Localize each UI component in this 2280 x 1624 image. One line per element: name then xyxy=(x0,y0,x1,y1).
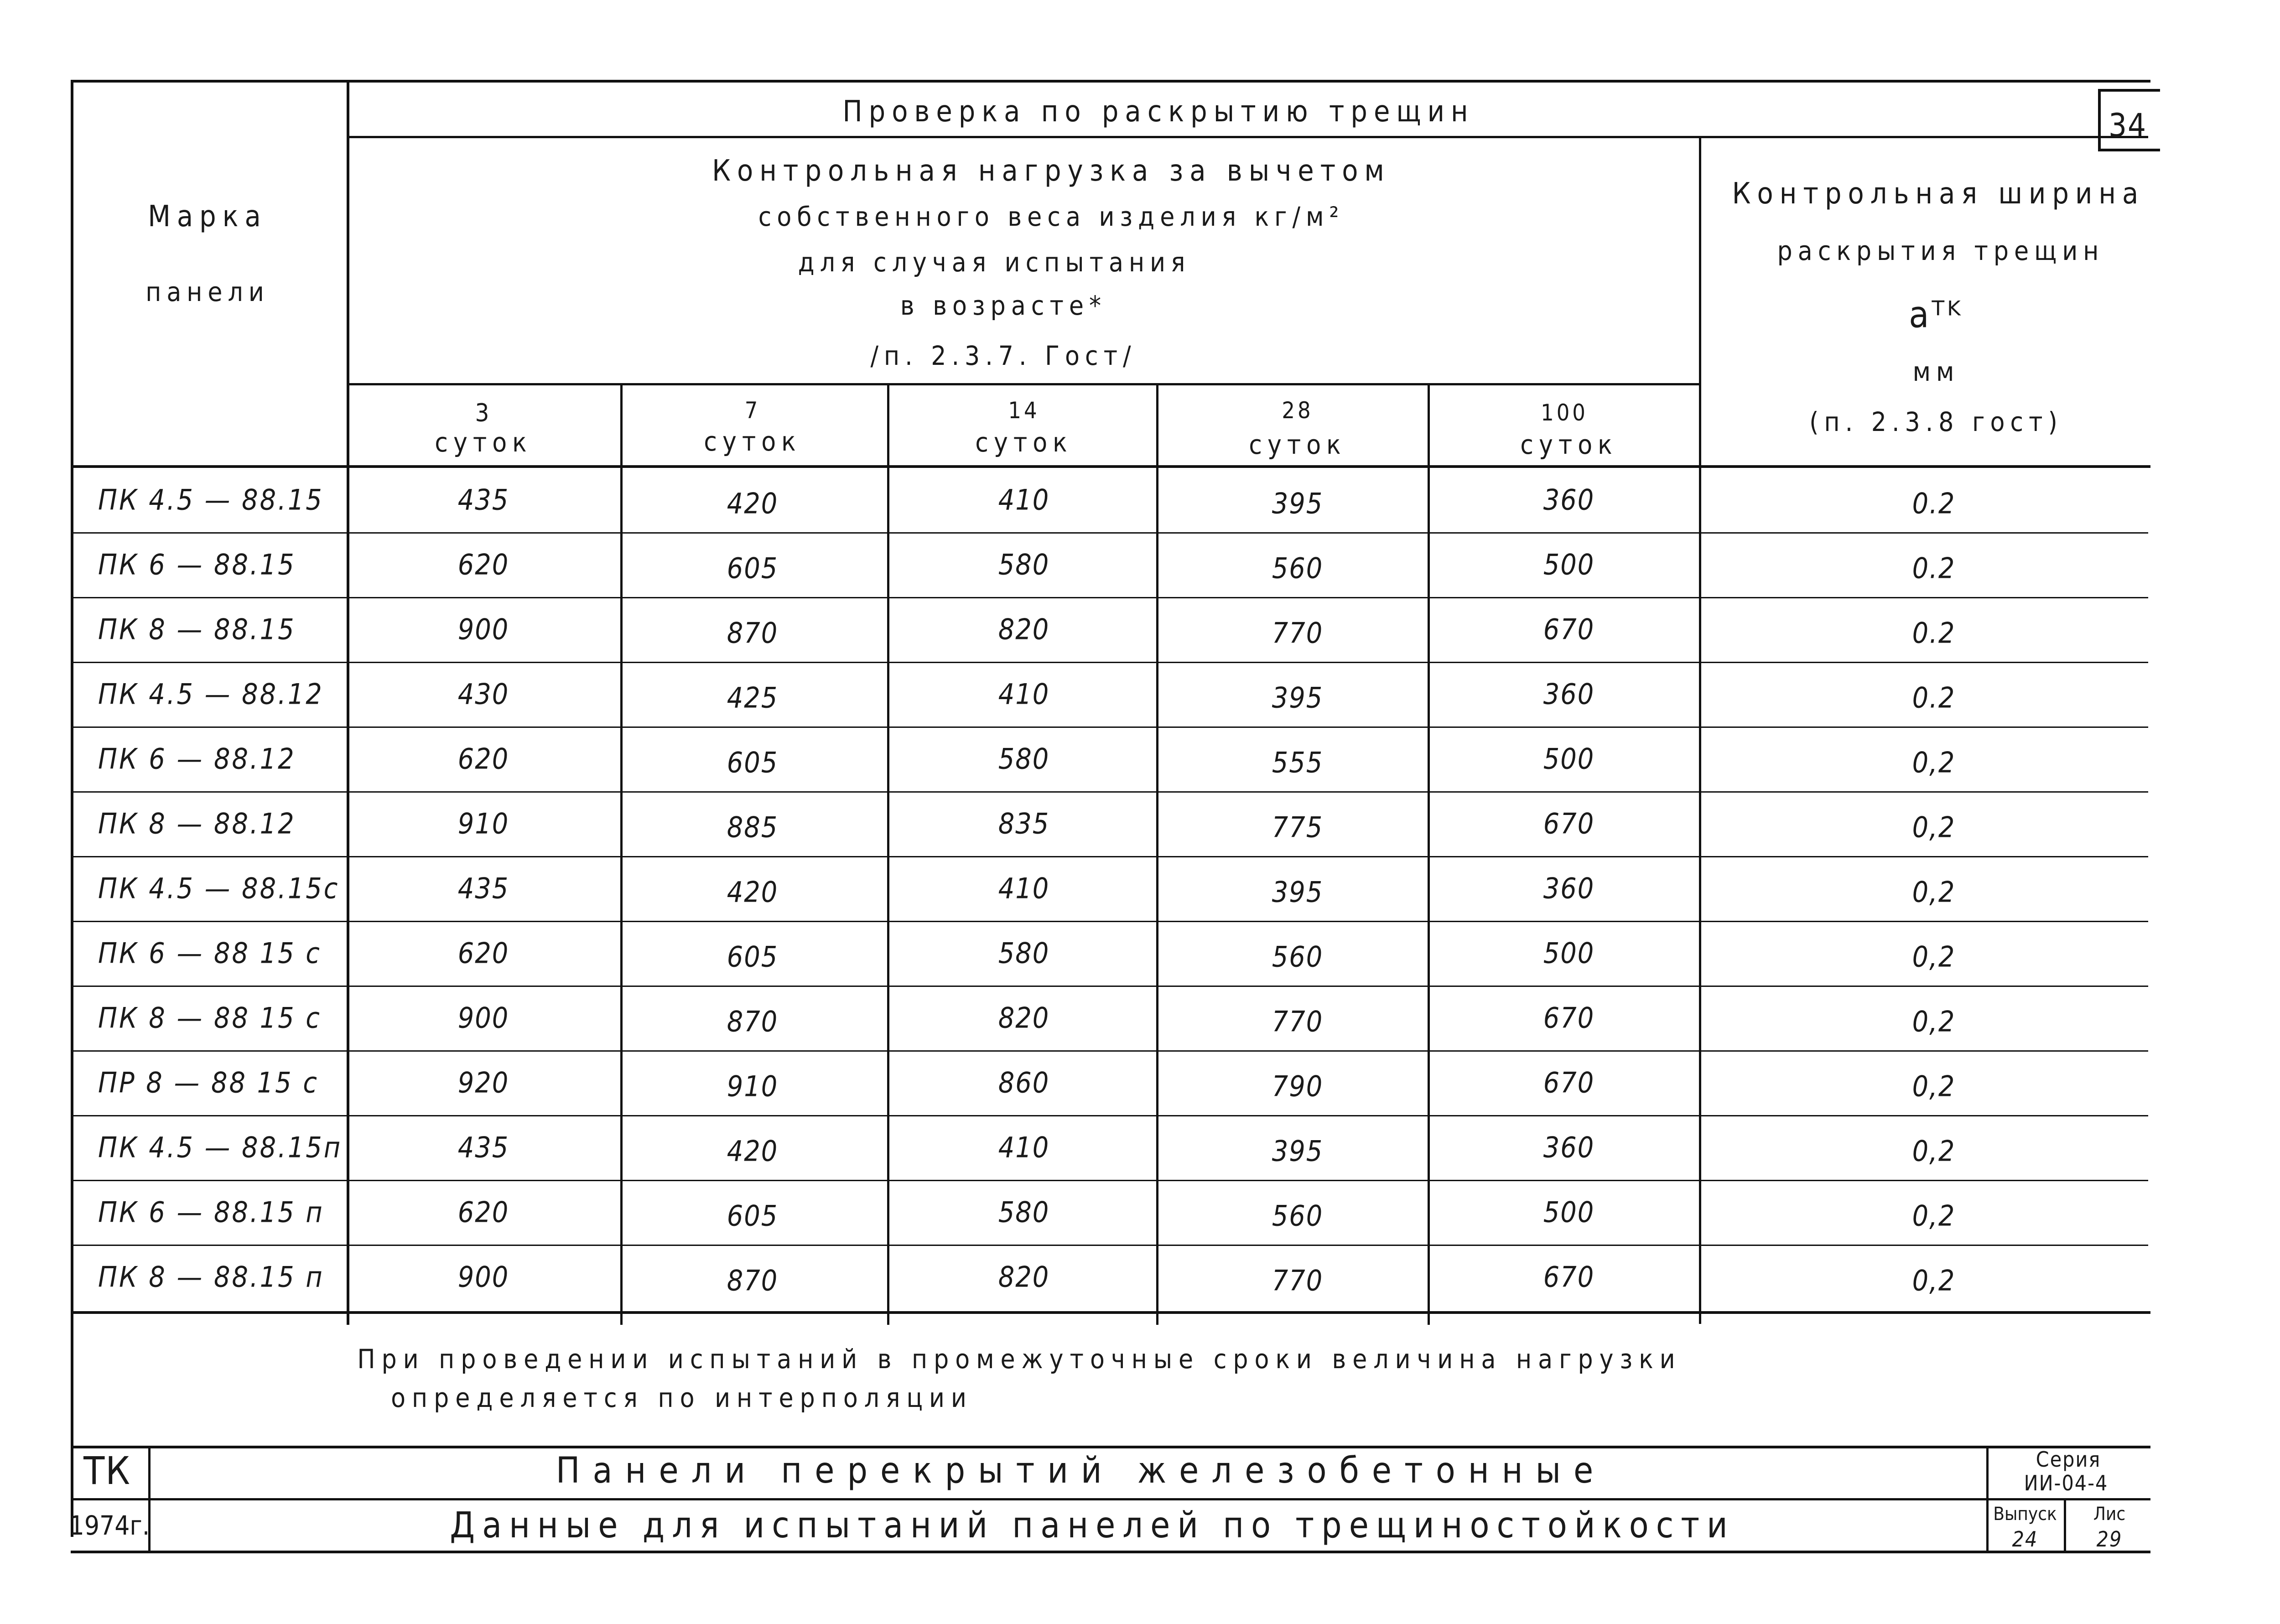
load-value-cell: 580 xyxy=(998,936,1050,970)
load-value-cell: 860 xyxy=(998,1066,1050,1100)
col-divider-1 xyxy=(620,383,623,1325)
crack-width-cell: 0.2 xyxy=(1912,487,1956,520)
panel-mark-label-1: Марка xyxy=(148,200,267,233)
panel-mark-cell: ПК 8 — 88.15 п xyxy=(98,1260,324,1294)
crack-width-cell: 0,2 xyxy=(1912,1134,1956,1168)
load-value-cell: 580 xyxy=(998,548,1050,581)
load-value-cell: 670 xyxy=(1543,612,1595,646)
load-value-cell: 900 xyxy=(457,612,509,646)
load-value-cell: 500 xyxy=(1543,1195,1595,1229)
age-num-14: 14 xyxy=(1008,397,1040,424)
load-value-cell: 430 xyxy=(457,677,509,711)
load-value-cell: 900 xyxy=(457,1001,509,1035)
load-value-cell: 670 xyxy=(1543,1066,1595,1100)
crack-width-cell: 0,2 xyxy=(1912,1005,1956,1038)
load-value-cell: 580 xyxy=(998,1195,1050,1229)
load-title-line-4: в возрасте* xyxy=(900,290,1107,321)
row-separator xyxy=(73,662,2148,663)
load-value-cell: 500 xyxy=(1543,742,1595,776)
age-unit-3: суток xyxy=(435,427,532,458)
load-value-cell: 395 xyxy=(1272,681,1324,715)
crack-width-cell: 0.2 xyxy=(1912,551,1956,585)
load-value-cell: 555 xyxy=(1272,746,1324,779)
load-value-cell: 560 xyxy=(1272,551,1324,585)
col-divider-4 xyxy=(1428,383,1430,1325)
col-divider-3 xyxy=(1156,383,1158,1325)
load-value-cell: 605 xyxy=(727,551,779,585)
load-value-cell: 670 xyxy=(1543,1260,1595,1294)
panel-mark-cell: ПК 8 — 88 15 с xyxy=(98,1001,322,1035)
mark-column-divider xyxy=(347,80,349,1325)
crack-width-cell: 0,2 xyxy=(1912,810,1956,844)
age-num-7: 7 xyxy=(744,397,761,424)
load-value-cell: 770 xyxy=(1272,616,1324,650)
load-value-cell: 425 xyxy=(727,681,779,715)
panel-mark-label-2: панели xyxy=(145,276,270,307)
title-code: ТК xyxy=(83,1448,131,1493)
issue-value: 24 xyxy=(2012,1527,2038,1551)
load-value-cell: 420 xyxy=(727,487,779,520)
crack-width-cell: 0,2 xyxy=(1912,1069,1956,1103)
load-value-cell: 410 xyxy=(998,1131,1050,1164)
panel-mark-cell: ПР 8 — 88 15 с xyxy=(98,1066,319,1100)
load-value-cell: 360 xyxy=(1543,872,1595,905)
frame-top-line xyxy=(71,80,2150,83)
load-value-cell: 885 xyxy=(727,810,779,844)
panel-mark-cell: ПК 4.5 — 88.15п xyxy=(98,1131,343,1164)
crack-width-cell: 0.2 xyxy=(1912,681,1956,715)
title-series-divider xyxy=(1986,1446,1989,1553)
load-value-cell: 560 xyxy=(1272,1199,1324,1233)
title-block-mid-line xyxy=(71,1498,2150,1500)
load-value-cell: 910 xyxy=(727,1069,779,1103)
load-value-cell: 920 xyxy=(457,1066,509,1100)
series-label: Серия xyxy=(2036,1447,2101,1472)
row-separator xyxy=(73,1050,2148,1052)
row-separator xyxy=(73,791,2148,793)
load-value-cell: 835 xyxy=(998,807,1050,841)
crack-width-cell: 0,2 xyxy=(1912,1199,1956,1233)
age-num-100: 100 xyxy=(1541,400,1588,426)
width-unit: мм xyxy=(1912,356,1960,387)
header-bottom-line xyxy=(71,465,2150,468)
title-line-1: Панели перекрытий железобетонные xyxy=(556,1450,1606,1491)
row-separator xyxy=(73,1180,2148,1181)
note-line-1: При проведении испытаний в промежуточные сроки величина нагрузки xyxy=(357,1344,1682,1375)
load-title-line-1: Контрольная нагрузка за вычетом xyxy=(712,154,1391,188)
load-title-line-3: для случая испытания xyxy=(798,247,1191,278)
load-value-cell: 420 xyxy=(727,1134,779,1168)
row-separator xyxy=(73,597,2148,598)
frame-left-line xyxy=(71,80,73,1537)
panel-mark-cell: ПК 4.5 — 88.15 xyxy=(98,483,324,517)
width-title-line-2: раскрытия трещин xyxy=(1777,235,2104,266)
load-value-cell: 620 xyxy=(457,548,509,581)
load-value-cell: 580 xyxy=(998,742,1050,776)
sheet-label: Лис xyxy=(2093,1504,2126,1525)
load-value-cell: 670 xyxy=(1543,1001,1595,1035)
load-value-cell: 395 xyxy=(1272,487,1324,520)
load-value-cell: 605 xyxy=(727,940,779,974)
load-value-cell: 435 xyxy=(457,872,509,905)
note-line-2: определяется по интерполяции xyxy=(391,1382,973,1413)
row-separator xyxy=(73,986,2148,987)
load-value-cell: 500 xyxy=(1543,936,1595,970)
age-row-line xyxy=(347,383,1700,385)
load-value-cell: 770 xyxy=(1272,1005,1324,1038)
panel-mark-cell: ПК 4.5 — 88.12 xyxy=(98,677,324,711)
sheet-value: 29 xyxy=(2096,1527,2123,1551)
load-title-line-2: собственного веса изделия кг/м² xyxy=(758,201,1345,232)
load-value-cell: 500 xyxy=(1543,548,1595,581)
check-title-underline xyxy=(347,136,2148,138)
panel-mark-cell: ПК 8 — 88.12 xyxy=(98,807,296,841)
age-unit-7: суток xyxy=(704,426,801,457)
load-value-cell: 620 xyxy=(457,742,509,776)
crack-width-symbol: аᵀᴷ xyxy=(1909,293,1963,336)
series-value: ИИ-04-4 xyxy=(2024,1471,2109,1495)
load-value-cell: 410 xyxy=(998,677,1050,711)
crack-width-cell: 0,2 xyxy=(1912,1264,1956,1297)
col-divider-2 xyxy=(887,383,889,1325)
load-value-cell: 395 xyxy=(1272,875,1324,909)
load-value-cell: 360 xyxy=(1543,677,1595,711)
load-value-cell: 360 xyxy=(1543,1131,1595,1164)
issue-label: Выпуск xyxy=(1993,1504,2057,1525)
title-block-top-line xyxy=(71,1446,2150,1448)
title-line-2: Данные для испытаний панелей по трещиностойкости xyxy=(450,1505,1735,1546)
load-value-cell: 420 xyxy=(727,875,779,909)
title-block-bottom-line xyxy=(71,1551,2150,1553)
load-value-cell: 435 xyxy=(457,483,509,517)
panel-mark-cell: ПК 6 — 88.12 xyxy=(98,742,296,776)
width-title-line-1: Контрольная ширина xyxy=(1732,177,2145,211)
crack-check-title: Проверка по раскрытию трещин xyxy=(842,95,1475,129)
crack-width-cell: 0,2 xyxy=(1912,746,1956,779)
panel-mark-cell: ПК 6 — 88.15 xyxy=(98,548,296,581)
row-separator xyxy=(73,726,2148,728)
load-value-cell: 775 xyxy=(1272,810,1324,844)
load-value-cell: 870 xyxy=(727,616,779,650)
load-value-cell: 560 xyxy=(1272,940,1324,974)
crack-width-cell: 0,2 xyxy=(1912,875,1956,909)
panel-mark-cell: ПК 4.5 — 88.15с xyxy=(98,872,340,905)
width-column-divider xyxy=(1699,136,1701,1324)
age-unit-100: суток xyxy=(1520,429,1618,460)
age-num-28: 28 xyxy=(1282,397,1314,424)
load-value-cell: 770 xyxy=(1272,1264,1324,1297)
age-unit-28: суток xyxy=(1249,429,1346,460)
load-value-cell: 790 xyxy=(1272,1069,1324,1103)
table-bottom-line xyxy=(71,1311,2150,1314)
age-num-3: 3 xyxy=(475,398,492,427)
title-issue-divider xyxy=(2064,1500,2066,1553)
load-value-cell: 620 xyxy=(457,1195,509,1229)
load-value-cell: 620 xyxy=(457,936,509,970)
load-value-cell: 870 xyxy=(727,1005,779,1038)
panel-mark-cell: ПК 8 — 88.15 xyxy=(98,612,296,646)
load-value-cell: 820 xyxy=(998,1001,1050,1035)
page-number: 34 xyxy=(2108,107,2147,144)
load-value-cell: 670 xyxy=(1543,807,1595,841)
panel-mark-cell: ПК 6 — 88.15 п xyxy=(98,1195,324,1229)
age-unit-14: суток xyxy=(975,427,1073,458)
row-separator xyxy=(73,1115,2148,1116)
load-value-cell: 410 xyxy=(998,483,1050,517)
load-title-line-5: /п. 2.3.7. Гост/ xyxy=(870,340,1137,371)
load-value-cell: 605 xyxy=(727,1199,779,1233)
load-value-cell: 435 xyxy=(457,1131,509,1164)
load-value-cell: 360 xyxy=(1543,483,1595,517)
row-separator xyxy=(73,856,2148,857)
load-value-cell: 605 xyxy=(727,746,779,779)
panel-mark-cell: ПК 6 — 88 15 с xyxy=(98,936,322,970)
load-value-cell: 395 xyxy=(1272,1134,1324,1168)
row-separator xyxy=(73,532,2148,534)
crack-width-cell: 0.2 xyxy=(1912,616,1956,650)
width-reference: (п. 2.3.8 гост) xyxy=(1809,406,2063,437)
row-separator xyxy=(73,921,2148,922)
load-value-cell: 910 xyxy=(457,807,509,841)
row-separator xyxy=(73,1245,2148,1246)
load-value-cell: 820 xyxy=(998,612,1050,646)
load-value-cell: 410 xyxy=(998,872,1050,905)
load-value-cell: 900 xyxy=(457,1260,509,1294)
load-value-cell: 820 xyxy=(998,1260,1050,1294)
crack-width-cell: 0,2 xyxy=(1912,940,1956,974)
title-year: 1974г. xyxy=(69,1510,150,1541)
load-value-cell: 870 xyxy=(727,1264,779,1297)
